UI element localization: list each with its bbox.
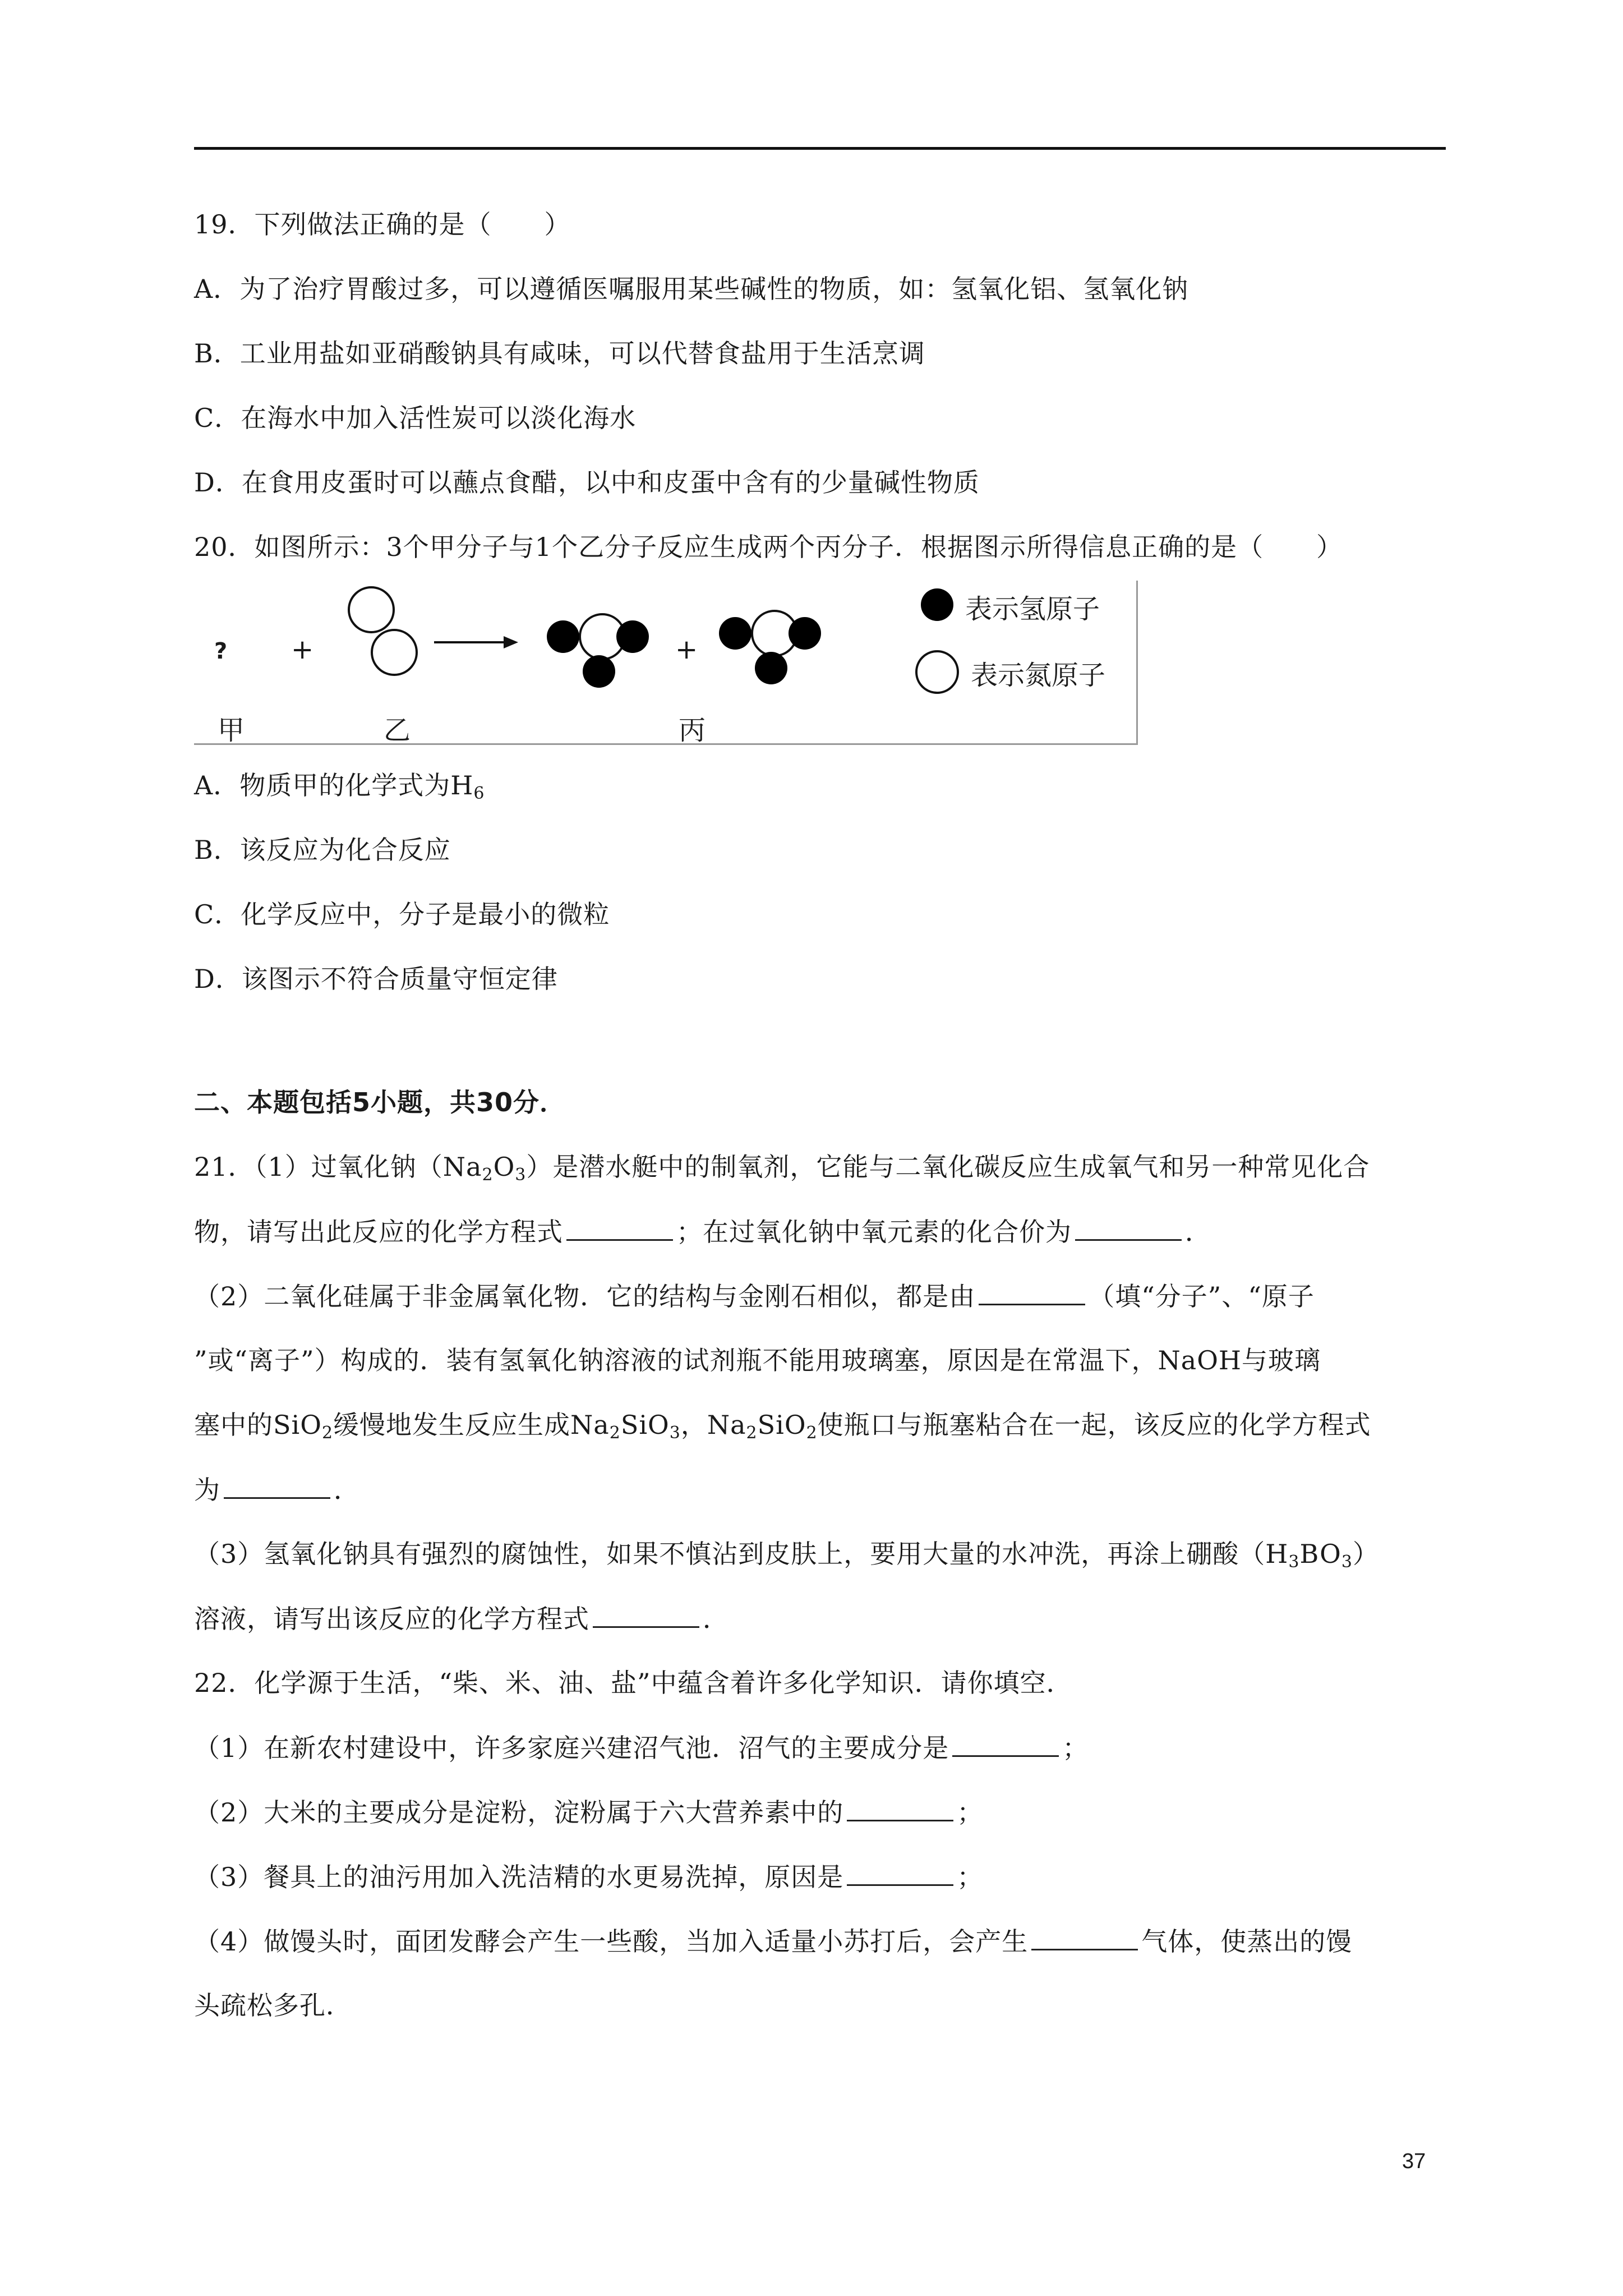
q21-part2-line3: 塞中的SiO$_2$缓慢地发生反应生成$Na_2SiO_3$，$Na_2SiO_2$使瓶口与瓶塞粘合在一起，该反应的化学方程式 [194,1410,1371,1443]
q20-option-d: D．该图示不符合质量守恒定律 [194,964,558,994]
label-bing: 丙 [679,715,706,746]
q21-part1-line2: 物，请写出此反应的化学方程式 ；在过氧化钠中氧元素的化合价为 ． [194,1214,1211,1249]
q19-stem: 19．下列做法正确的是（ ） [194,209,571,240]
label-jia: 甲 [218,715,245,746]
legend-hydrogen-label: 表示氢原子 [965,593,1100,625]
answer-blank[interactable] [847,1795,953,1821]
n-atom [349,587,394,632]
q19-option-d: D．在食用皮蛋时可以蘸点食醋，以中和皮蛋中含有的少量碱性物质 [194,467,980,498]
answer-blank[interactable] [1031,1924,1138,1950]
q22-sub4-line2: 头疏松多孔． [194,1990,352,2021]
q22-sub1: （1）在新农村建设中，许多家庭兴建沼气池．沼气的主要成分是 ； [194,1731,1089,1765]
legend-nitrogen-label: 表示氮原子 [971,660,1106,691]
h-atom [616,620,649,653]
q20-option-a: A．物质甲的化学式为$H_6$ [194,770,485,803]
q19-option-c: C．在海水中加入活性炭可以淡化海水 [194,403,637,433]
reaction-arrow-head [504,636,518,648]
answer-blank[interactable] [566,1214,673,1241]
reaction-diagram [194,581,1138,745]
plus-sign: + [675,634,698,665]
q21-part2-line2: ”或“离子”）构成的．装有氢氧化钠溶液的试剂瓶不能用玻璃塞，原因是在常温下，NaOH与玻璃 [194,1345,1321,1375]
plus-sign: + [291,634,314,665]
q20-stem: 20．如图所示：3个甲分子与1个乙分子反应生成两个丙分子．根据图示所得信息正确的是（ ） [194,532,1343,562]
page-number: 37 [1402,2150,1426,2173]
h-atom [719,617,751,650]
answer-blank[interactable] [224,1473,330,1499]
h-atom [547,620,579,653]
q21-part2-line4: 为 ． [194,1473,360,1507]
n-atom-legend-icon [916,651,958,693]
answer-blank[interactable] [1075,1214,1182,1241]
answer-blank[interactable] [979,1279,1085,1305]
q19-option-b: B．工业用盐如亚硝酸钠具有咸味，可以代替食盐用于生活烹调 [194,338,925,369]
unknown-molecule-mark: ? [214,638,228,664]
q19-option-a: A．为了治疗胃酸过多，可以遵循医嘱服用某些碱性的物质，如：氢氧化铝、氢氧化钠 [194,274,1189,304]
label-yi: 乙 [384,715,411,746]
header-rule [194,147,1446,150]
q21-part1-line1: 21．（1）过氧化钠$(Na_2O_3)$是潜水艇中的制氧剂，它能与二氧化碳反应生成氧气和另一种常见化合 [194,1152,1370,1185]
answer-blank[interactable] [593,1602,699,1628]
q22-sub4-line1: （4）做馒头时，面团发酵会产生一些酸，当加入适量小苏打后，会产生 气体，使蒸出的馒 [194,1924,1352,1958]
h-atom [583,655,615,688]
q21-part2-line1: （2）二氧化硅属于非金属氧化物．它的结构与金刚石相似，都是由 （填“分子”、“原子 [194,1279,1315,1313]
q22-sub2: （2）大米的主要成分是淀粉，淀粉属于六大营养素中的 ； [194,1795,983,1829]
q20-option-c: C．化学反应中，分子是最小的微粒 [194,899,610,930]
q21-part3-line2: 溶液，请写出该反应的化学方程式 ． [194,1602,729,1636]
q21-part3-line1: （3）氢氧化钠具有强烈的腐蚀性，如果不慎沾到皮肤上，要用大量的水冲洗，再涂上硼酸$(H_3BO_3)$ [194,1539,1379,1572]
n-atom [372,630,417,675]
q22-stem: 22．化学源于生活，“柴、米、油、盐”中蕴含着许多化学知识．请你填空． [194,1668,1073,1698]
q20-option-b: B．该反应为化合反应 [194,835,451,865]
q22-sub3: （3）餐具上的油污用加入洗洁精的水更易洗掉，原因是 ； [194,1860,983,1894]
answer-blank[interactable] [847,1860,953,1886]
section-heading: 二、本题包括5小题，共30分． [194,1087,566,1117]
h-atom-legend-icon [921,588,953,621]
h-atom [789,617,821,650]
answer-blank[interactable] [952,1731,1059,1757]
h-atom [755,652,787,684]
